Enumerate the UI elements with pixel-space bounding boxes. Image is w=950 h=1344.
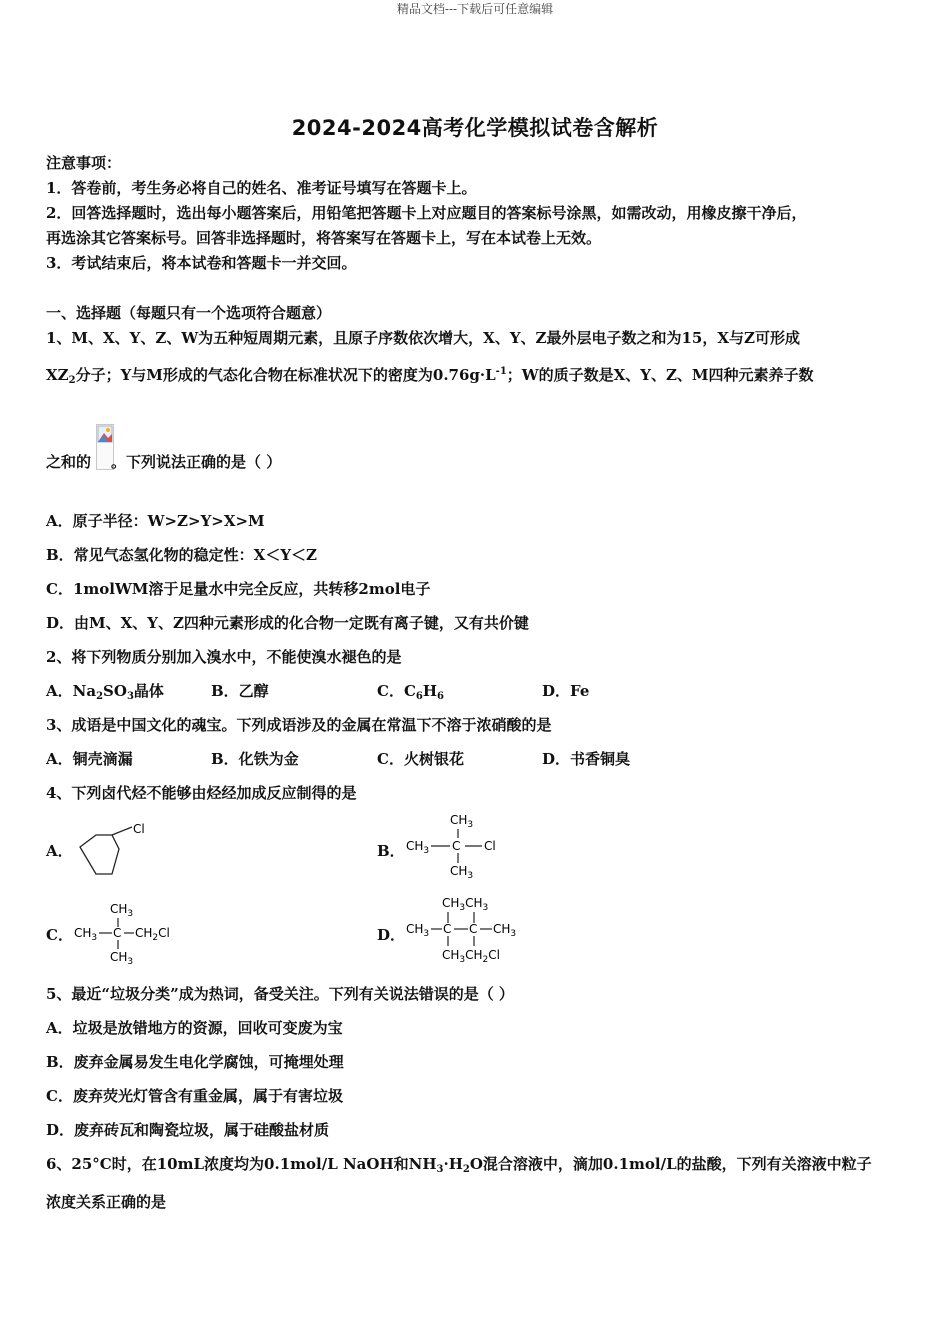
q4-option-b-label: B． xyxy=(377,842,405,860)
svg-text:CH3: $CH_3$ xyxy=(110,950,134,967)
q4-option-c-label: C． xyxy=(46,926,73,944)
q2-option-a: A．$Na_2SO_3$晶体 xyxy=(46,682,164,702)
note-2b: 再选涂其它答案标号。回答非选择题时，将答案写在答题卡上，写在本试卷上无效。 xyxy=(46,229,602,247)
svg-text:C: C xyxy=(113,926,122,940)
tert-butyl-chloride-structure xyxy=(402,808,512,882)
q2-stem: 2、将下列物质分别加入溴水中，不能使溴水褪色的是 xyxy=(46,648,402,666)
q2-option-b: B．乙醇 xyxy=(211,682,269,700)
section-heading: 一、选择题（每题只有一个选项符合题意） xyxy=(46,304,332,322)
q5-option-d: D．废弃砖瓦和陶瓷垃圾，属于硅酸盐材质 xyxy=(46,1121,330,1139)
page-header: 精品文档---下载后可任意编辑 xyxy=(396,2,554,16)
q1-stem-line3: 之和的 。下列说法正确的是（ ） xyxy=(46,453,282,471)
q4-option-d-label: D． xyxy=(377,926,406,944)
chlorocyclohexane-structure xyxy=(72,820,162,882)
q5-option-c: C．废弃荧光灯管含有重金属，属于有害垃圾 xyxy=(46,1087,343,1105)
note-1: 1．答卷前，考生务必将自己的姓名、准考证号填写在答题卡上。 xyxy=(46,179,477,197)
svg-text:CH3: $CH_3$ xyxy=(74,926,98,943)
q4-stem: 4、下列卤代烃不能够由烃经加成反应制得的是 xyxy=(46,784,357,802)
q1-option-c: C．1molWM溶于足量水中完全反应，共转移2mol电子 xyxy=(46,580,431,598)
q1-option-b: B．常见气态氢化物的稳定性：X＜Y＜Z xyxy=(46,546,317,564)
q6-stem-line1: 6、25°C时，在10mL浓度均为0.1mol/L NaOH和$NH_3\cdot H_2O$混合溶液中，滴加0.1mol/L的盐酸，下列有关溶液中粒子 xyxy=(46,1155,872,1175)
notes-heading: 注意事项： xyxy=(46,154,122,172)
svg-text:CH2Cl: $CH_2Cl$ xyxy=(135,926,170,943)
page-title: 2024-2024高考化学模拟试卷含解析 xyxy=(291,116,659,140)
note-3: 3．考试结束后，将本试卷和答题卡一并交回。 xyxy=(46,254,357,272)
q3-option-c: C．火树银花 xyxy=(377,750,464,768)
q2-option-d: D．Fe xyxy=(542,682,590,700)
q5-option-b: B．废弃金属易发生电化学腐蚀，可掩埋处理 xyxy=(46,1053,344,1071)
q1-stem-line2: $XZ_2$分子；Y与M形成的气态化合物在标准状况下的密度为$0.76g\cdot L^{-1}$；W的质子数是X、Y、Z、M四种元素养子数 xyxy=(46,366,814,386)
q6-stem-line2: 浓度关系正确的是 xyxy=(46,1193,167,1211)
svg-text:CH3CH3: $CH_3CH_3$ xyxy=(442,896,489,913)
note-2a: 2．回答选择题时，选出每小题答案后，用铅笔把答题卡上对应题目的答案标号涂黑，如需改动，用橡皮擦干净后， xyxy=(46,204,807,222)
q5-stem: 5、最近“垃圾分类”成为热词，备受关注。下列有关说法错误的是（ ） xyxy=(46,985,514,1003)
q1-option-d: D．由M、X、Y、Z四种元素形成的化合物一定既有离子键，又有共价键 xyxy=(46,614,529,632)
q1-stem-line1: 1、M、X、Y、Z、W为五种短周期元素，且原子序数依次增大，X、Y、Z最外层电子数之和为15，X与Z可形成 xyxy=(46,329,800,347)
svg-text:C: C xyxy=(452,839,461,853)
q5-option-a: A．垃圾是放错地方的资源，回收可变废为宝 xyxy=(46,1019,343,1037)
q3-option-a: A．铜壳滴漏 xyxy=(46,750,133,768)
q4-option-a-label: A． xyxy=(46,842,73,860)
svg-text:CH3: $CH_3$ xyxy=(493,922,517,939)
q3-option-d: D．书香铜臭 xyxy=(542,750,631,768)
svg-text:CH3: $CH_3$ xyxy=(450,864,474,881)
q2-option-c: C．$C_6H_6$ xyxy=(377,682,445,702)
svg-text:CH3: $CH_3$ xyxy=(450,813,474,830)
svg-text:CH3: $CH_3$ xyxy=(406,922,430,939)
svg-text:C: C xyxy=(469,922,478,936)
neopentyl-chloride-structure xyxy=(72,897,192,967)
svg-text:CH3CH2Cl: $CH_3CH_2Cl$ xyxy=(442,948,500,965)
svg-text:C: C xyxy=(443,922,452,936)
q1-option-a: A．原子半径：W>Z>Y>X>M xyxy=(46,512,265,530)
q3-option-b: B．化铁为金 xyxy=(211,750,299,768)
cl-label: Cl xyxy=(133,822,145,836)
svg-text:Cl: Cl xyxy=(484,839,496,853)
q3-stem: 3、成语是中国文化的魂宝。下列成语涉及的金属在常温下不溶于浓硝酸的是 xyxy=(46,716,552,734)
svg-text:CH3: $CH_3$ xyxy=(406,839,430,856)
chloro-tetramethylbutane-structure xyxy=(402,893,532,969)
svg-text:CH3: $CH_3$ xyxy=(110,902,134,919)
